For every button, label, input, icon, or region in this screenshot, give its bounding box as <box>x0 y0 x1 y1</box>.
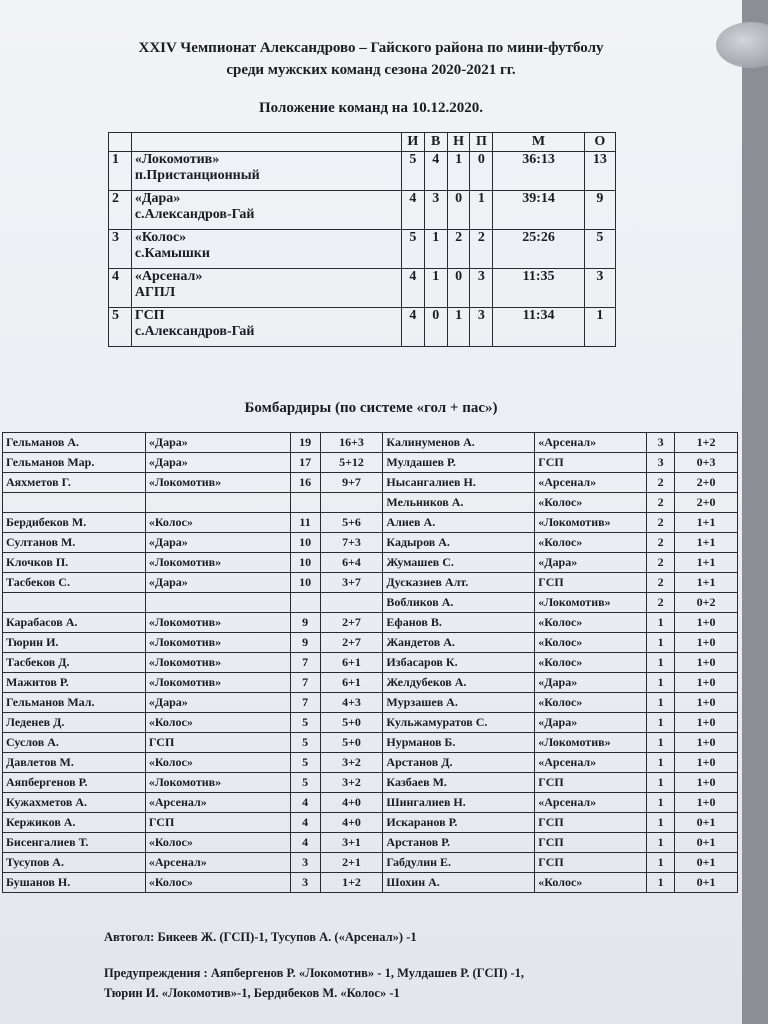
scorer-name: Тасбеков Д. <box>3 653 146 673</box>
scorer-row <box>3 813 738 833</box>
scorer-team: «Колос» <box>145 513 290 533</box>
scorer-goal-pass: 2+7 <box>320 613 383 633</box>
scorer-row <box>3 673 738 693</box>
scorer-points: 11 <box>290 513 320 533</box>
scorer-points: 1 <box>647 693 675 713</box>
scorer-name: Гельманов А. <box>3 433 146 453</box>
scorer-points: 3 <box>290 853 320 873</box>
scorer-name: Жумашев С. <box>383 553 535 573</box>
scorer-points: 5 <box>290 773 320 793</box>
scorer-points: 1 <box>647 673 675 693</box>
points-cell: 9 <box>584 191 615 230</box>
scorer-goal-pass: 1+0 <box>675 753 738 773</box>
scorer-points: 1 <box>647 853 675 873</box>
scorer-name: Вобликов А. <box>383 593 535 613</box>
scorer-goal-pass: 1+1 <box>675 533 738 553</box>
scorer-team: «Арсенал» <box>145 793 290 813</box>
scorer-name: Калинуменов А. <box>383 433 535 453</box>
scorer-points: 10 <box>290 533 320 553</box>
scorer-team <box>145 493 290 513</box>
scorer-points: 5 <box>290 733 320 753</box>
games-cell: 4 <box>401 308 424 347</box>
scorer-team: «Дара» <box>535 673 647 693</box>
scorer-goal-pass: 1+0 <box>675 793 738 813</box>
team-name: «Арсенал» <box>134 269 203 284</box>
scorer-goal-pass: 2+7 <box>320 633 383 653</box>
scorer-points: 1 <box>647 613 675 633</box>
warnings-note-line1: Предупреждения : Аяпбергенов Р. «Локомотив» - 1, Мулдашев Р. (ГСП) -1, <box>104 966 525 980</box>
scorer-name: Гельманов Мар. <box>3 453 146 473</box>
scorer-points <box>290 593 320 613</box>
scorer-name: Нысангалиев Н. <box>383 473 535 493</box>
standings-row <box>109 191 616 230</box>
scorer-goal-pass: 5+0 <box>320 713 383 733</box>
scorer-row <box>3 773 738 793</box>
scorer-team: «Колос» <box>535 493 647 513</box>
scorer-points: 1 <box>647 793 675 813</box>
scorer-team: «Локомотив» <box>535 733 647 753</box>
scorer-name: Жандетов А. <box>383 633 535 653</box>
scorer-team: «Локомотив» <box>535 593 647 613</box>
scorer-team: ГСП <box>535 833 647 853</box>
team-cell <box>131 308 401 347</box>
scorer-points: 1 <box>647 873 675 893</box>
points-cell: 13 <box>584 152 615 191</box>
scorers-table <box>2 432 738 893</box>
scorer-team: «Арсенал» <box>535 793 647 813</box>
scorer-name <box>3 593 146 613</box>
scorer-row <box>3 753 738 773</box>
scorer-name: Суслов А. <box>3 733 146 753</box>
scorer-goal-pass: 2+0 <box>675 493 738 513</box>
scorer-team: ГСП <box>535 853 647 873</box>
scorer-team: «Дара» <box>145 693 290 713</box>
scorer-row <box>3 653 738 673</box>
scorer-goal-pass: 1+1 <box>675 553 738 573</box>
position-cell: 2 <box>109 191 132 230</box>
scorer-name: Аяхметов Г. <box>3 473 146 493</box>
standings-row <box>109 152 616 191</box>
scorer-name: Бердибеков М. <box>3 513 146 533</box>
scorer-goal-pass: 1+0 <box>675 713 738 733</box>
scorer-points: 3 <box>647 453 675 473</box>
scorer-goal-pass: 5+0 <box>320 733 383 753</box>
scorer-goal-pass: 1+0 <box>675 633 738 653</box>
points-cell: 3 <box>584 269 615 308</box>
wins-cell: 1 <box>424 269 447 308</box>
scorer-goal-pass: 1+1 <box>675 513 738 533</box>
scorer-row <box>3 473 738 493</box>
scorer-name: Тасбеков С. <box>3 573 146 593</box>
scorer-goal-pass: 4+3 <box>320 693 383 713</box>
scorer-team: ГСП <box>145 733 290 753</box>
draws-cell: 0 <box>447 191 470 230</box>
scorer-team: «Колос» <box>535 653 647 673</box>
scorer-points: 3 <box>647 433 675 453</box>
scorer-name: Тусупов А. <box>3 853 146 873</box>
scorer-name: Дусказиев Алт. <box>383 573 535 593</box>
scorer-name: Кульжамуратов С. <box>383 713 535 733</box>
scorer-goal-pass: 0+1 <box>675 873 738 893</box>
scorer-points: 10 <box>290 553 320 573</box>
standings-header-cell: М <box>493 133 584 152</box>
goals-cell: 11:35 <box>493 269 584 308</box>
scorer-team: «Колос» <box>145 833 290 853</box>
scorer-points: 2 <box>647 513 675 533</box>
scorer-row <box>3 513 738 533</box>
header-blank-cell <box>131 133 401 152</box>
scorer-goal-pass <box>320 593 383 613</box>
scorer-points: 10 <box>290 573 320 593</box>
scorer-row <box>3 573 738 593</box>
losses-cell: 2 <box>470 230 493 269</box>
scorer-goal-pass: 3+2 <box>320 773 383 793</box>
scorer-points: 1 <box>647 813 675 833</box>
standings-header-cell: О <box>584 133 615 152</box>
scorer-team: «Колос» <box>145 873 290 893</box>
scorer-goal-pass: 6+4 <box>320 553 383 573</box>
scorer-name: Нурманов Б. <box>383 733 535 753</box>
scorer-team: «Колос» <box>535 533 647 553</box>
scorer-team: «Колос» <box>535 613 647 633</box>
scorer-points: 9 <box>290 613 320 633</box>
scorer-team: «Локомотив» <box>145 473 290 493</box>
scorer-team: «Дара» <box>535 713 647 733</box>
team-place: с.Александров-Гай <box>134 207 255 222</box>
scorer-goal-pass: 1+1 <box>675 573 738 593</box>
team-name: «Локомотив» <box>134 152 220 167</box>
scorer-team: «Колос» <box>145 753 290 773</box>
team-name: «Дара» <box>134 191 181 206</box>
scorer-points: 19 <box>290 433 320 453</box>
losses-cell: 3 <box>470 269 493 308</box>
team-name: «Колос» <box>134 230 187 245</box>
team-cell <box>131 230 401 269</box>
scorer-row <box>3 833 738 853</box>
standings-row <box>109 269 616 308</box>
draws-cell: 1 <box>447 308 470 347</box>
scorer-team: ГСП <box>535 573 647 593</box>
team-place: п.Пристанционный <box>134 168 260 183</box>
scorer-team: «Локомотив» <box>145 553 290 573</box>
scorer-team: «Дара» <box>145 453 290 473</box>
scorer-goal-pass: 4+0 <box>320 813 383 833</box>
scorer-points: 1 <box>647 773 675 793</box>
scorer-name: Карабасов А. <box>3 613 146 633</box>
scorer-name: Давлетов М. <box>3 753 146 773</box>
scorer-name: Арстанов Д. <box>383 753 535 773</box>
scorer-row <box>3 633 738 653</box>
team-cell <box>131 191 401 230</box>
scorer-row <box>3 873 738 893</box>
scorer-name: Габдулин Е. <box>383 853 535 873</box>
scorer-name: Арстанов Р. <box>383 833 535 853</box>
scorer-goal-pass: 0+1 <box>675 833 738 853</box>
scorer-name <box>3 493 146 513</box>
scorer-row <box>3 793 738 813</box>
scorer-team: «Дара» <box>145 533 290 553</box>
standings-table <box>108 132 616 347</box>
scorer-goal-pass: 3+7 <box>320 573 383 593</box>
scorer-team: «Колос» <box>535 873 647 893</box>
scorer-row <box>3 713 738 733</box>
championship-title: XXIV Чемпионат Александрово – Гайского района по мини-футболу <box>138 40 604 56</box>
scorer-team: «Локомотив» <box>145 613 290 633</box>
scorer-points: 1 <box>647 753 675 773</box>
scorer-name: Кадыров А. <box>383 533 535 553</box>
scorer-points: 2 <box>647 553 675 573</box>
losses-cell: 0 <box>470 152 493 191</box>
scorer-team: «Арсенал» <box>535 753 647 773</box>
scorer-goal-pass: 0+2 <box>675 593 738 613</box>
scorer-goal-pass: 1+0 <box>675 613 738 633</box>
scorer-name: Клочков П. <box>3 553 146 573</box>
scorer-points: 3 <box>290 873 320 893</box>
scorer-goal-pass: 5+12 <box>320 453 383 473</box>
position-cell: 4 <box>109 269 132 308</box>
goals-cell: 36:13 <box>493 152 584 191</box>
scorer-name: Бисенгалиев Т. <box>3 833 146 853</box>
team-place: с.Камышки <box>134 246 210 261</box>
losses-cell: 3 <box>470 308 493 347</box>
scorer-name: Кужахметов А. <box>3 793 146 813</box>
goals-cell: 11:34 <box>493 308 584 347</box>
wins-cell: 0 <box>424 308 447 347</box>
scorer-team: ГСП <box>145 813 290 833</box>
scorer-name: Мажитов Р. <box>3 673 146 693</box>
scorer-points: 2 <box>647 473 675 493</box>
scorer-team: «Дара» <box>145 433 290 453</box>
scorer-team: ГСП <box>535 813 647 833</box>
scorer-team: «Колос» <box>535 633 647 653</box>
scorer-team: «Арсенал» <box>535 473 647 493</box>
scorer-goal-pass: 1+0 <box>675 733 738 753</box>
scorer-row <box>3 853 738 873</box>
scorer-name: Желдубеков А. <box>383 673 535 693</box>
scorer-name: Ефанов В. <box>383 613 535 633</box>
standings-row <box>109 230 616 269</box>
games-cell: 5 <box>401 152 424 191</box>
own-goal-note: Автогол: Бикеев Ж. (ГСП)-1, Тусупов А. («Арсенал») -1 <box>104 930 417 944</box>
scorer-name: Султанов М. <box>3 533 146 553</box>
scorer-name: Мельников А. <box>383 493 535 513</box>
scorer-points: 2 <box>647 573 675 593</box>
scorer-points: 1 <box>647 733 675 753</box>
games-cell: 4 <box>401 191 424 230</box>
scorer-team: «Локомотив» <box>535 513 647 533</box>
team-name: ГСП <box>134 308 165 323</box>
scorer-goal-pass: 5+6 <box>320 513 383 533</box>
scorer-row <box>3 493 738 513</box>
wins-cell: 1 <box>424 230 447 269</box>
scorer-goal-pass: 4+0 <box>320 793 383 813</box>
scorer-points: 2 <box>647 533 675 553</box>
scorer-goal-pass: 0+1 <box>675 813 738 833</box>
scorer-points: 7 <box>290 673 320 693</box>
scorer-name: Мурзашев А. <box>383 693 535 713</box>
wins-cell: 4 <box>424 152 447 191</box>
scorer-row <box>3 433 738 453</box>
scorer-points: 4 <box>290 833 320 853</box>
scorer-goal-pass: 2+0 <box>675 473 738 493</box>
scorer-goal-pass: 16+3 <box>320 433 383 453</box>
scorers-title: Бомбардиры (по системе «гол + пас») <box>244 400 498 416</box>
standings-header-cell: И <box>401 133 424 152</box>
scorer-goal-pass: 9+7 <box>320 473 383 493</box>
scorer-goal-pass: 3+2 <box>320 753 383 773</box>
scorer-team <box>145 593 290 613</box>
scorer-row <box>3 453 738 473</box>
team-place: с.Александров-Гай <box>134 324 255 339</box>
scorer-goal-pass: 1+0 <box>675 653 738 673</box>
header-blank-cell <box>109 133 132 152</box>
scorer-goal-pass: 0+1 <box>675 853 738 873</box>
games-cell: 5 <box>401 230 424 269</box>
team-cell <box>131 152 401 191</box>
scorer-goal-pass: 6+1 <box>320 653 383 673</box>
scorer-goal-pass: 3+1 <box>320 833 383 853</box>
scorer-team: «Арсенал» <box>535 433 647 453</box>
scorer-team: «Дара» <box>145 573 290 593</box>
scorer-name: Мулдашев Р. <box>383 453 535 473</box>
scorer-points <box>290 493 320 513</box>
scorer-team: «Локомотив» <box>145 673 290 693</box>
scorer-team: «Колос» <box>535 693 647 713</box>
scorer-goal-pass: 1+0 <box>675 773 738 793</box>
scorer-name: Алиев А. <box>383 513 535 533</box>
scorer-points: 4 <box>290 793 320 813</box>
scorer-points: 16 <box>290 473 320 493</box>
standings-title: Положение команд на 10.12.2020. <box>259 100 483 116</box>
scorer-name: Шохин А. <box>383 873 535 893</box>
scorer-row <box>3 593 738 613</box>
scorer-name: Тюрин И. <box>3 633 146 653</box>
scorer-points: 1 <box>647 653 675 673</box>
warnings-note-line2: Тюрин И. «Локомотив»-1, Бердибеков М. «Колос» -1 <box>104 986 400 1000</box>
scorer-goal-pass <box>320 493 383 513</box>
scorer-points: 1 <box>647 713 675 733</box>
scorer-points: 7 <box>290 653 320 673</box>
position-cell: 5 <box>109 308 132 347</box>
standings-header-cell: Н <box>447 133 470 152</box>
scorer-row <box>3 553 738 573</box>
scorer-goal-pass: 1+2 <box>675 433 738 453</box>
scorer-points: 7 <box>290 693 320 713</box>
scorer-name: Кержиков А. <box>3 813 146 833</box>
points-cell: 1 <box>584 308 615 347</box>
scorer-name: Леденев Д. <box>3 713 146 733</box>
scorer-points: 2 <box>647 593 675 613</box>
scorer-row <box>3 533 738 553</box>
scorer-team: «Дара» <box>535 553 647 573</box>
scorer-team: «Локомотив» <box>145 633 290 653</box>
scorer-row <box>3 693 738 713</box>
position-cell: 1 <box>109 152 132 191</box>
scorer-points: 17 <box>290 453 320 473</box>
losses-cell: 1 <box>470 191 493 230</box>
scorer-name: Избасаров К. <box>383 653 535 673</box>
scorer-name: Казбаев М. <box>383 773 535 793</box>
team-cell <box>131 269 401 308</box>
scorer-points: 2 <box>647 493 675 513</box>
goals-cell: 39:14 <box>493 191 584 230</box>
scorer-team: «Колос» <box>145 713 290 733</box>
scorer-team: ГСП <box>535 773 647 793</box>
scorer-goal-pass: 7+3 <box>320 533 383 553</box>
points-cell: 5 <box>584 230 615 269</box>
draws-cell: 1 <box>447 152 470 191</box>
scorer-points: 9 <box>290 633 320 653</box>
scorer-name: Аяпбергенов Р. <box>3 773 146 793</box>
standings-row <box>109 308 616 347</box>
scorer-goal-pass: 0+3 <box>675 453 738 473</box>
scorer-goal-pass: 1+0 <box>675 693 738 713</box>
scorer-team: ГСП <box>535 453 647 473</box>
scorer-row <box>3 613 738 633</box>
scorer-team: «Локомотив» <box>145 653 290 673</box>
scorer-goal-pass: 6+1 <box>320 673 383 693</box>
goals-cell: 25:26 <box>493 230 584 269</box>
scorer-goal-pass: 1+2 <box>320 873 383 893</box>
scorer-points: 5 <box>290 753 320 773</box>
draws-cell: 0 <box>447 269 470 308</box>
wins-cell: 3 <box>424 191 447 230</box>
standings-header-cell: В <box>424 133 447 152</box>
scorer-points: 4 <box>290 813 320 833</box>
scorer-name: Бушанов Н. <box>3 873 146 893</box>
position-cell: 3 <box>109 230 132 269</box>
standings-header-cell: П <box>470 133 493 152</box>
championship-subtitle: среди мужских команд сезона 2020-2021 гг. <box>226 62 516 78</box>
scorer-name: Искаранов Р. <box>383 813 535 833</box>
scorer-row <box>3 733 738 753</box>
scorer-points: 1 <box>647 633 675 653</box>
standings-header-row <box>109 133 616 152</box>
games-cell: 4 <box>401 269 424 308</box>
scorer-name: Шингалиев Н. <box>383 793 535 813</box>
scorer-goal-pass: 2+1 <box>320 853 383 873</box>
scorer-name: Гельманов Мал. <box>3 693 146 713</box>
scorer-goal-pass: 1+0 <box>675 673 738 693</box>
team-place: АГПЛ <box>134 285 176 300</box>
scorer-team: «Арсенал» <box>145 853 290 873</box>
scorer-team: «Локомотив» <box>145 773 290 793</box>
scorer-points: 1 <box>647 833 675 853</box>
scorer-points: 5 <box>290 713 320 733</box>
draws-cell: 2 <box>447 230 470 269</box>
